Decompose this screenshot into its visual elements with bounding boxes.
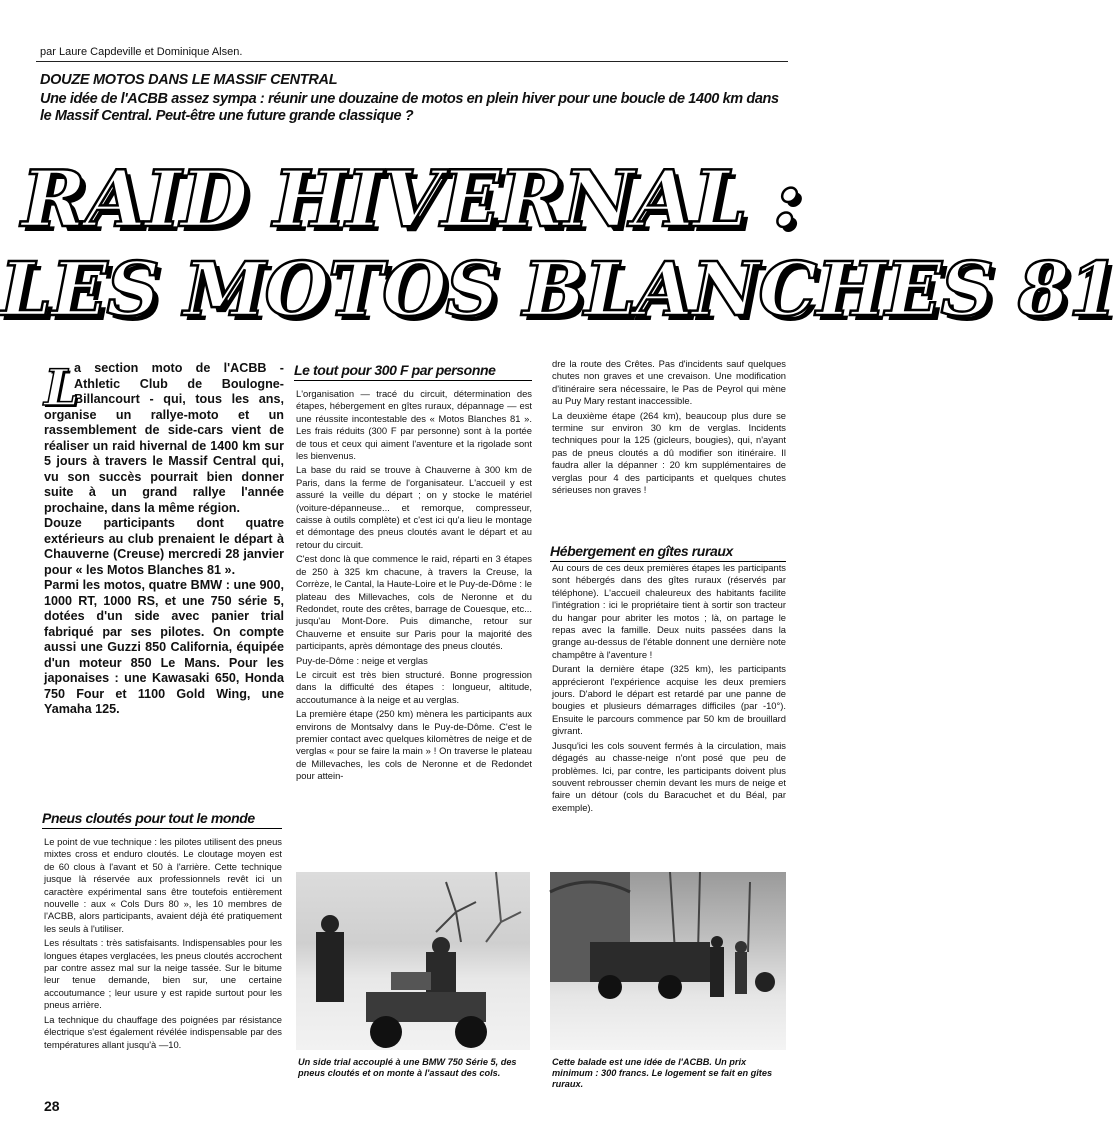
paragraph: Le point de vue technique : les pilotes utilisent des pneus mixtes cross et enduro cloutés. Le cloutage moyen est de 60 clous à l'avant et 50 à l'arrière. Cette technique jusque là réservée aux professionnels revêt ici un caractère expérimental sans être toutefois entièrement nouvelle : aux « Cols Durs 80 », les 10 membres de l'ACBB, alors participants, avaient déjà été pratiquement les seuls à l'utiliser. <box>44 836 282 934</box>
subheading-hebergement: Hébergement en gîtes ruraux <box>550 543 786 562</box>
photo-side-trial-illustration <box>296 872 530 1050</box>
byline: par Laure Capdeville et Dominique Alsen. <box>40 46 243 58</box>
paragraph: L'organisation — tracé du circuit, détermination des étapes, hébergement en gîtes ruraux, dépannage — est une réussite incontestable des « Motos Blanches 81 ». Les frais réduits (300 F par personne) sont à la portée de tous et ceux qui aiment l'aventure et la rigolade sont les bienvenus. <box>296 388 532 462</box>
headline-line-2: LES MOTOS BLANCHES 81 <box>0 247 1119 333</box>
subheading-tout-pour-300f: Le tout pour 300 F par personne <box>294 362 532 381</box>
inline-subhead: Puy-de-Dôme : neige et verglas <box>296 654 428 666</box>
section-tout-body <box>296 388 532 785</box>
paragraph: La base du raid se trouve à Chauverne à 300 km de Paris, dans la ferme de l'organisateur. L'accueil y est assuré la veille du départ ; on y stocke le matériel (voiture-dépanneuse... et remorque, compresseur, caisse à outils complète) et c'est ici qu'a lieu le montage et démontage des pneus cloutés avant le départ et au retour du circuit. <box>296 464 532 550</box>
paragraph: La deuxième étape (264 km), beaucoup plus dure se termine sur environ 30 km de verglas. Incidents techniques pour la 125 (gicleurs, bougies), qui, n'ayant pas de pneus cloutés a dû modifier son itinéraire. Il faudra aller la dépanner : 20 km supplémentaires de verglas pour 4 des participants et quelques chutes sérieuses non graves ! <box>552 409 786 496</box>
paragraph: Au cours de ces deux premières étapes les participants sont hébergés dans des gîtes ruraux (réservés par téléphone). L'accueil chaleureux des habitants facilite l'intégration : ici le propriétaire tient à sortir son tracteur du hangar pour abriter les motos ; là, on partage le repas avec la famille. Deux nuits passées dans la grange au-dessus de l'étable donnent une dernière note champêtre à l'aventure ! <box>552 562 786 660</box>
lede-block <box>44 358 284 718</box>
paragraph: Durant la dernière étape (325 km), les participants apprécieront l'expérience acquise les deux premiers jours. D'abord le départ est retardé par une panne de bougies et plusieurs démarrages difficiles (par -10°). Ensuite le parcours commence par 50 km de brouillard givrant. <box>552 663 786 737</box>
section-continued-body <box>552 358 786 498</box>
headline-line-1: RAID HIVERNAL : <box>21 154 801 245</box>
paragraph: Jusqu'ici les cols souvent fermés à la circulation, mais dégagés au chasse-neige n'ont posé que peu de problèmes. Ici, par contre, les participants doivent plus souvent rebrousser chemin devant les murs de neige et faire un détour (cols du Baracuchet et du Béal, par exemple). <box>552 739 786 813</box>
paragraph: Les résultats : très satisfaisants. Indispensables pour les longues étapes verglacées, les pneus cloutés accrochent par contre assez mal sur la neige tassée. Sur le bitume leur tenue demande, bien sur, une certaine accoutumance ; leur usure y est rapide surtout pour les pneus arrière. <box>44 937 282 1011</box>
deck: Une idée de l'ACBB assez sympa : réunir une douzaine de motos en plein hiver pour une boucle de 1400 km dans le Massif Central. Peut-être une future grande classique ? <box>40 91 779 124</box>
paragraph: C'est donc là que commence le raid, réparti en 3 étapes de 250 à 325 km chacune, à travers la Creuse, la Corrèze, le Cantal, la Haute-Loire et le Puy-de-Dôme : le plateau des Millevaches, cols de Neronne et du Redondet, route des crêtes, barrage de Couesque, etc... jusqu'au Mont-Dore. Puis dimanche, retour sur Chauverne et ensuite sur Paris pour la majorité des participants, après démontage des pneus cloutés. <box>296 553 532 652</box>
photo-group <box>550 872 786 1050</box>
paragraph: La technique du chauffage des poignées par résistance électrique s'est également révélée indispensable par des températures allant jusqu'à —10. <box>44 1013 282 1050</box>
kicker: DOUZE MOTOS DANS LE MASSIF CENTRAL <box>40 72 338 88</box>
lede-paragraph-3: Parmi les motos, quatre BMW : une 900, 1000 RT, 1000 RS, et une 750 série 5, dotées d'un side avec panier trial fabriqué par ses pilotes. On compte aussi une Guzzi 850 California, équipée d'un moteur 850 Le Mans. Pour les japonaises : une Kawasaki 650, Honda 750 Four et 1100 Gold Wing, une Yamaha 125. <box>44 578 284 716</box>
page-number: 28 <box>44 1098 60 1114</box>
paragraph: La première étape (250 km) mènera les participants aux environs de Montsalvy dans le Puy-de-Dôme. C'est le premier contact avec quelques kilomètres de neige et de verglas « pour se faire la main » ! On traverse le plateau de Millevaches, les cols de Neronne et de Redondet pour attein- <box>296 708 532 782</box>
lede-paragraph-1: a section moto de l'ACBB - Athletic Club de Boulogne-Billancourt - qui, tous les ans, organise un rallye-moto et un rassemblement de side-cars vient de réaliser un raid hivernal de 1400 km sur 5 jours à travers le Massif Central qui, vu son succès pourrait bien donner suite à un grand rallye l'année prochaine, dans la même région. <box>44 361 284 515</box>
section-hebergement-body <box>552 562 786 816</box>
section-pneus-body <box>44 836 282 1053</box>
lede-paragraph-2: Douze participants dont quatre extérieurs au club prenaient le départ à Chauverne (Creuse) mercredi 28 janvier pour « les Motos Blanches 81 ». <box>44 516 284 577</box>
caption-photo-2: Cette balade est une idée de l'ACBB. Un prix minimum : 300 francs. Le logement se fait en gîtes ruraux. <box>552 1057 773 1089</box>
paragraph: Le circuit est très bien structuré. Bonne progression dans la difficulté des étapes : longueur, altitude, accoutumance à la neige et au verglas. <box>296 668 532 705</box>
photo-side-trial <box>296 872 530 1050</box>
top-rule <box>36 61 788 62</box>
paragraph: dre la route des Crêtes. Pas d'incidents sauf quelques chutes non graves et une crevaison. Une modification d'itinéraire sera nécessaire, le Pas de Peyrol qui mène au Puy Mary restant inaccessible. <box>552 358 786 407</box>
drop-cap: L <box>44 358 80 417</box>
caption-photo-1: Un side trial accouplé à une BMW 750 Série 5, des pneus cloutés et on monte à l'assaut des cols. <box>298 1057 517 1078</box>
subheading-pneus: Pneus cloutés pour tout le monde <box>42 810 282 829</box>
photo-group-illustration <box>550 872 786 1050</box>
